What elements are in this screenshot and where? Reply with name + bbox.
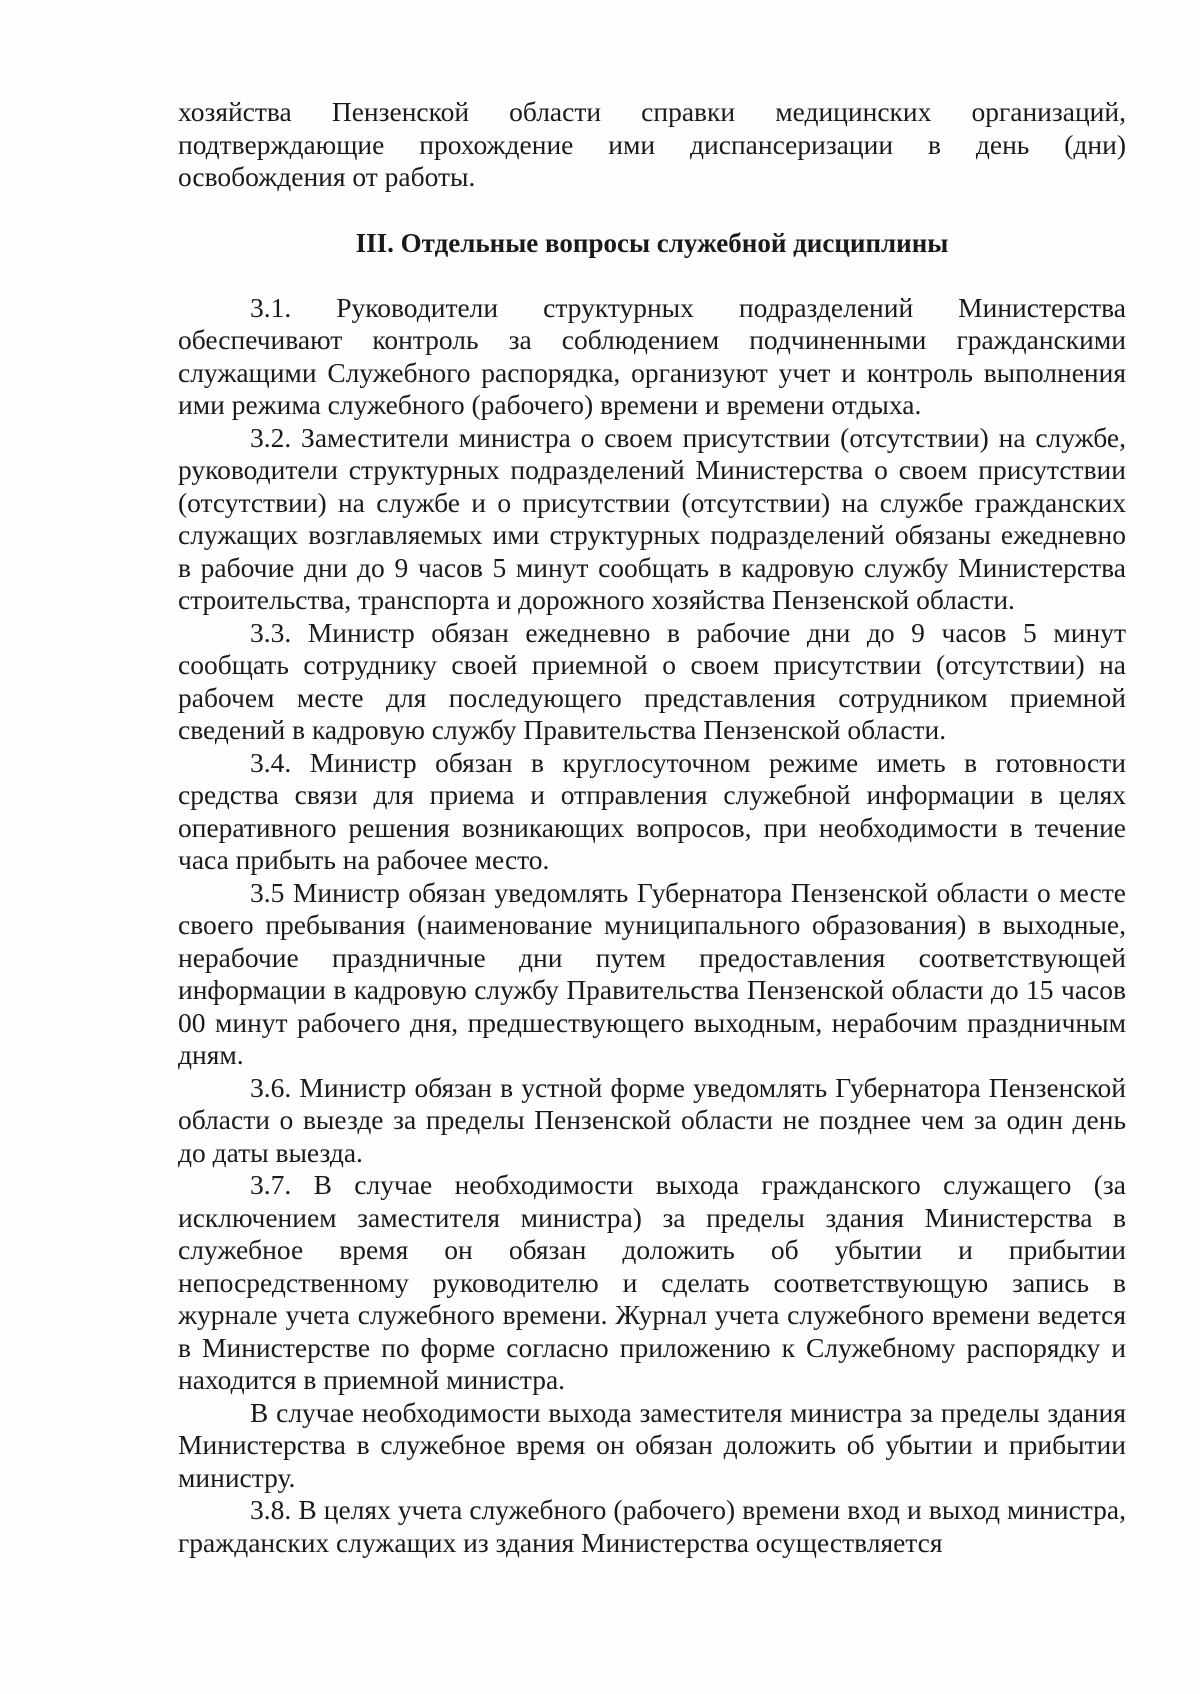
section-heading: III. Отдельные вопросы служебной дисциплины [355,227,949,258]
paragraph-3-5: 3.5 Министр обязан уведомлять Губернатора Пензенской области о месте своего пребывания (наименование муниципального образования) в выходные, нерабочие праздничные дни путем предоставления соответствующей информации в кадровую службу Правительства Пензенской области до 15 часов 00 минут рабочего дня, предшествующего выходным, нерабочим праздничным дням. [178,876,1126,1070]
paragraph-3-6: 3.6. Министр обязан в устной форме уведомлять Губернатора Пензенской области о выезде за пределы Пензенской области не позднее чем за один день до даты выезда. [178,1071,1126,1168]
paragraph-3-1: 3.1. Руководители структурных подразделений Министерства обеспечивают контроль за соблюдением подчиненными гражданскими служащими Служебного распорядка, организуют учет и контроль выполнения ими режима служебного (рабочего) времени и времени отдыха. [178,291,1126,420]
paragraph-3-7: 3.7. В случае необходимости выхода гражданского служащего (за исключением заместителя министра) за пределы здания Министерства в служебное время он обязан доложить об убытии и прибытии непосредственному руководителю и сделать соответствующую запись в журнале учета служебного времени. Журнал учета служебного времени ведется в Министерстве по форме согласно приложению к Служебному распорядку и находится в приемной министра. [178,1169,1126,1395]
paragraph-3-3: 3.3. Министр обязан ежедневно в рабочие дни до 9 часов 5 минут сообщать сотруднику своей приемной о своем присутствии (отсутствии) на рабочем месте для последующего представления сотрудником приемной сведений в кадровую службу Правительства Пензенской области. [178,616,1126,745]
paragraph-3-8: 3.8. В целях учета служебного (рабочего) времени вход и выход министра, гражданских служащих из здания Министерства осуществляется [178,1494,1126,1558]
paragraph-3-4: 3.4. Министр обязан в круглосуточном режиме иметь в готовности средства связи для приема и отправления служебной информации в целях оперативного решения возникающих вопросов, при необходимости в течение часа прибыть на рабочее место. [178,746,1126,875]
opening-paragraph: хозяйства Пензенской области справки медицинских организаций, подтверждающие прохождение ими диспансеризации в день (дни) освобождения от работы. [178,96,1126,192]
document-body [178,96,1126,1559]
paragraph-3-2: 3.2. Заместители министра о своем присутствии (отсутствии) на службе, руководители структурных подразделений Министерства о своем присутствии (отсутствии) на службе и о присутствии (отсутствии) на службе гражданских служащих возглавляемых ими структурных подразделений обязаны ежедневно в рабочие дни до 9 часов 5 минут сообщать в кадровую службу Министерства строительства, транспорта и дорожного хозяйства Пензенской области. [178,421,1126,615]
paragraph-3-7-continued: В случае необходимости выхода заместителя министра за пределы здания Министерства в служебное время он обязан доложить об убытии и прибытии министру. [178,1396,1126,1493]
